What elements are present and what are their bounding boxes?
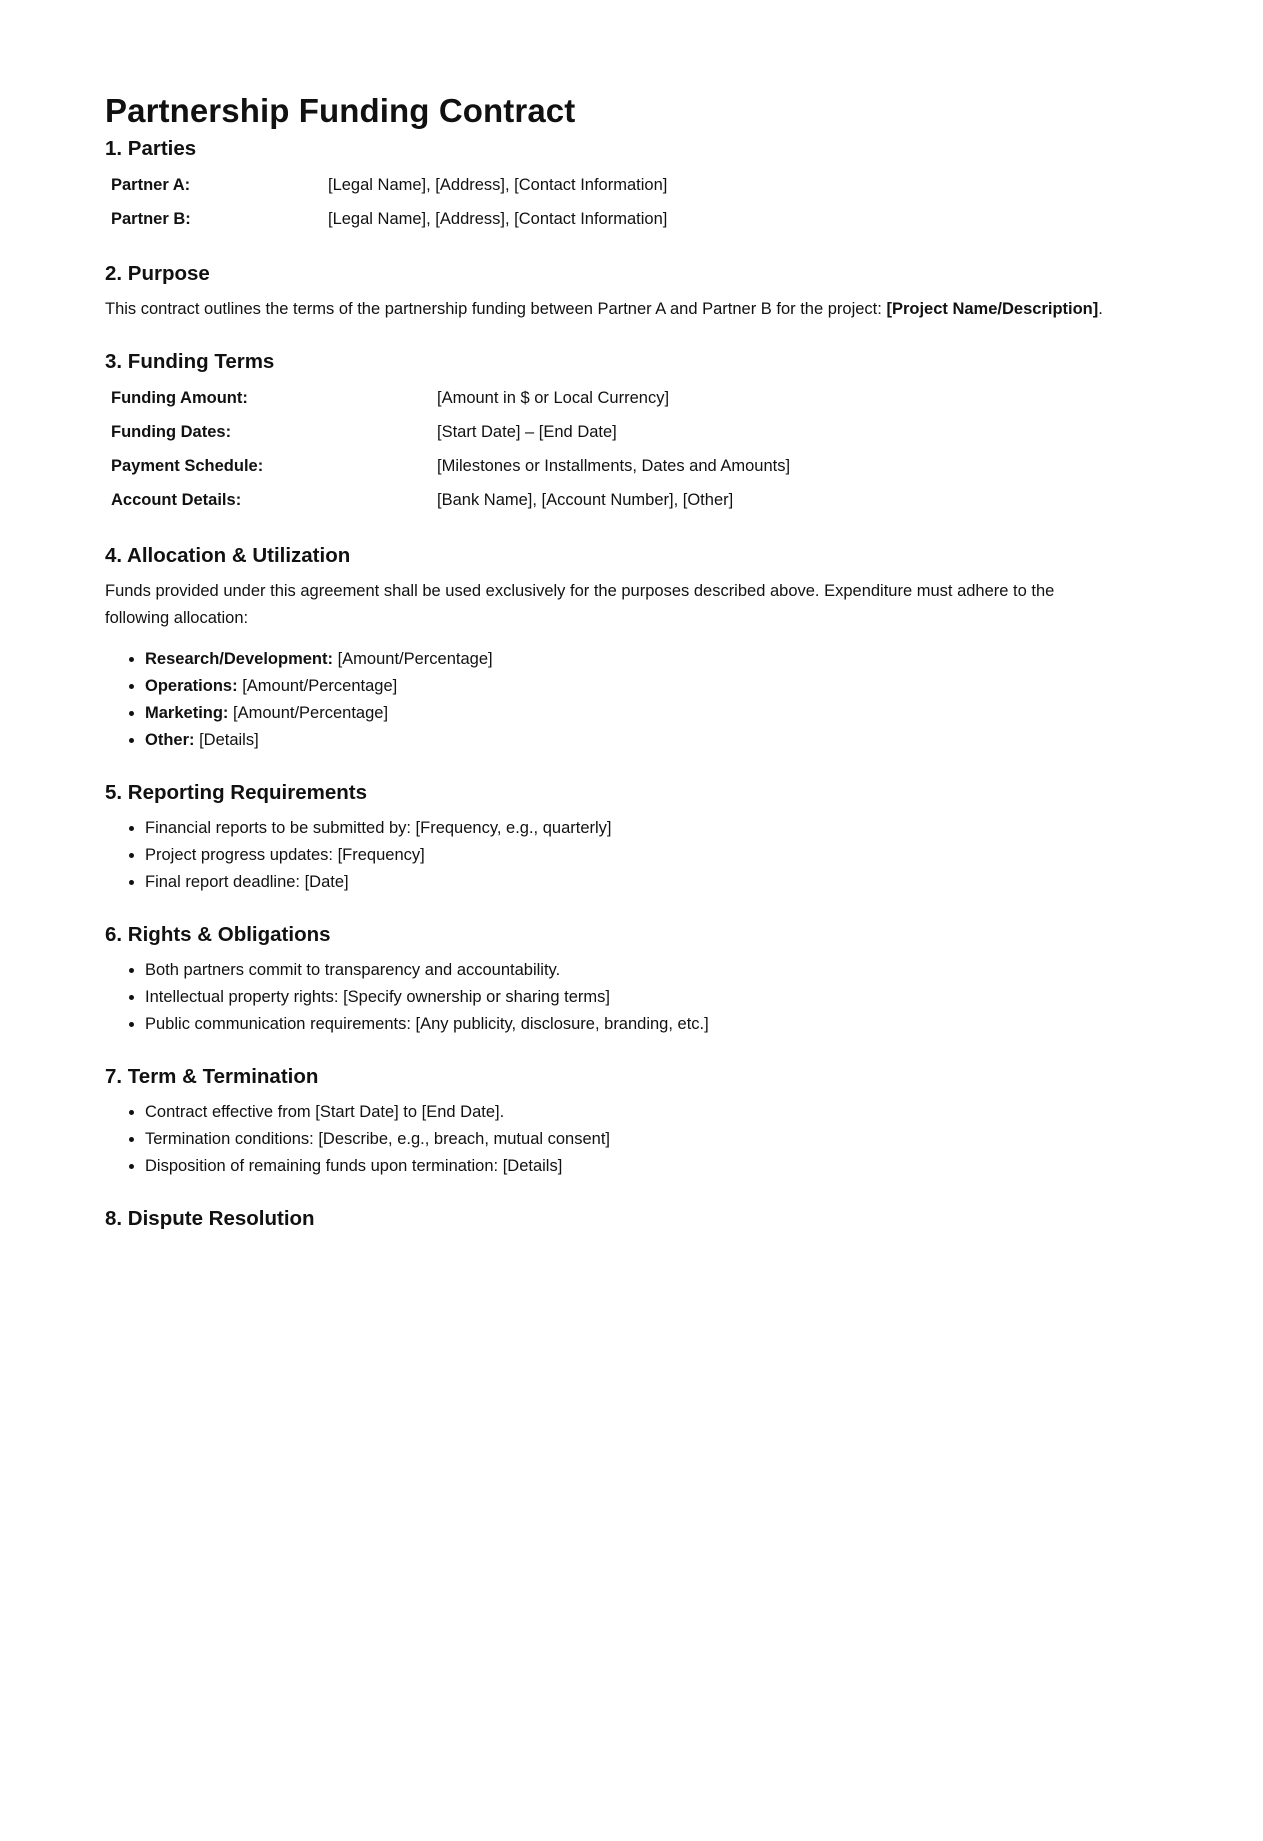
section-heading: 3. Funding Terms [105,350,275,373]
list-item-label: Operations: [145,677,238,695]
section-purpose [105,260,1105,323]
list-item: • Termination conditions: [Describe, e.g., breach, mutual consent] [145,1126,1105,1153]
list-item-value: [Amount/Percentage] [333,650,493,668]
section-heading: 6. Rights & Obligations [105,923,331,946]
funding-amount-label: Funding Amount: [111,388,248,407]
section-heading: 2. Purpose [105,262,210,285]
contract-document [105,88,1105,1294]
partner-b-label: Partner B: [111,209,191,228]
document-title: Partnership Funding Contract [105,92,576,129]
funding-dates-label: Funding Dates: [111,422,232,441]
account-details-label: Account Details: [111,490,242,509]
partner-a-label: Partner A: [111,175,191,194]
table-row [105,381,796,415]
table-row [105,415,796,449]
list-item: • Project progress updates: [Frequency] [145,842,1105,869]
account-details-value: [Bank Name], [Account Number], [Other] [437,490,734,509]
allocation-text: Funds provided under this agreement shall be used exclusively for the purposes described above. Expenditure must adhere to the following allocation: [105,582,1055,627]
table-row [105,202,673,236]
list-item [145,673,1105,700]
section-allocation [105,542,1105,754]
list-item: • Disposition of remaining funds upon termination: [Details] [145,1153,1105,1180]
reporting-list [105,815,1105,896]
list-item: • Financial reports to be submitted by: [Frequency, e.g., quarterly] [145,815,1105,842]
purpose-period: . [1098,300,1103,318]
funding-amount-value: [Amount in $ or Local Currency] [437,388,670,407]
purpose-text [105,296,1105,323]
table-row [105,449,796,483]
section-heading: 5. Reporting Requirements [105,781,367,804]
list-item: • Both partners commit to transparency and accountability. [145,957,1105,984]
list-item: • Final report deadline: [Date] [145,869,1105,896]
partner-a-value: [Legal Name], [Address], [Contact Information] [328,175,668,194]
list-item-value: [Amount/Percentage] [237,677,398,695]
payment-schedule-value: [Milestones or Installments, Dates and Amounts] [437,456,791,475]
list-item: • Public communication requirements: [Any publicity, disclosure, branding, etc.] [145,1011,1105,1038]
list-item [145,727,1105,754]
section-funding-terms [105,348,1105,517]
list-item-label: Marketing: [145,704,229,722]
allocation-list [105,646,1105,754]
table-row [105,168,673,202]
section-heading: 1. Parties [105,137,197,160]
funding-table [105,381,796,517]
payment-schedule-label: Payment Schedule: [111,456,264,475]
section-reporting [105,779,1105,896]
section-dispute [105,1205,1105,1233]
list-item-value: [Amount/Percentage] [228,704,389,722]
term-list [105,1099,1105,1180]
section-heading: 4. Allocation & Utilization [105,544,351,567]
parties-table [105,168,673,236]
list-item: • Intellectual property rights: [Specify ownership or sharing terms] [145,984,1105,1011]
rights-list [105,957,1105,1038]
list-item: • Contract effective from [Start Date] to [End Date]. [145,1099,1105,1126]
list-item [145,646,1105,673]
list-item [145,700,1105,727]
section-heading: 7. Term & Termination [105,1065,319,1088]
list-item-label: Research/Development: [145,650,333,668]
project-placeholder: [Project Name/Description] [886,300,1099,318]
section-parties [105,135,1105,236]
section-rights [105,921,1105,1038]
table-row [105,483,796,517]
section-term [105,1063,1105,1180]
funding-dates-value: [Start Date] – [End Date] [437,422,617,441]
purpose-sentence: This contract outlines the terms of the partnership funding between Partner A and Partner B for the project: [105,300,887,318]
list-item-label: Other: [145,731,195,749]
list-item-value: [Details] [194,731,259,749]
section-heading: 8. Dispute Resolution [105,1207,315,1230]
partner-b-value: [Legal Name], [Address], [Contact Information] [328,209,668,228]
